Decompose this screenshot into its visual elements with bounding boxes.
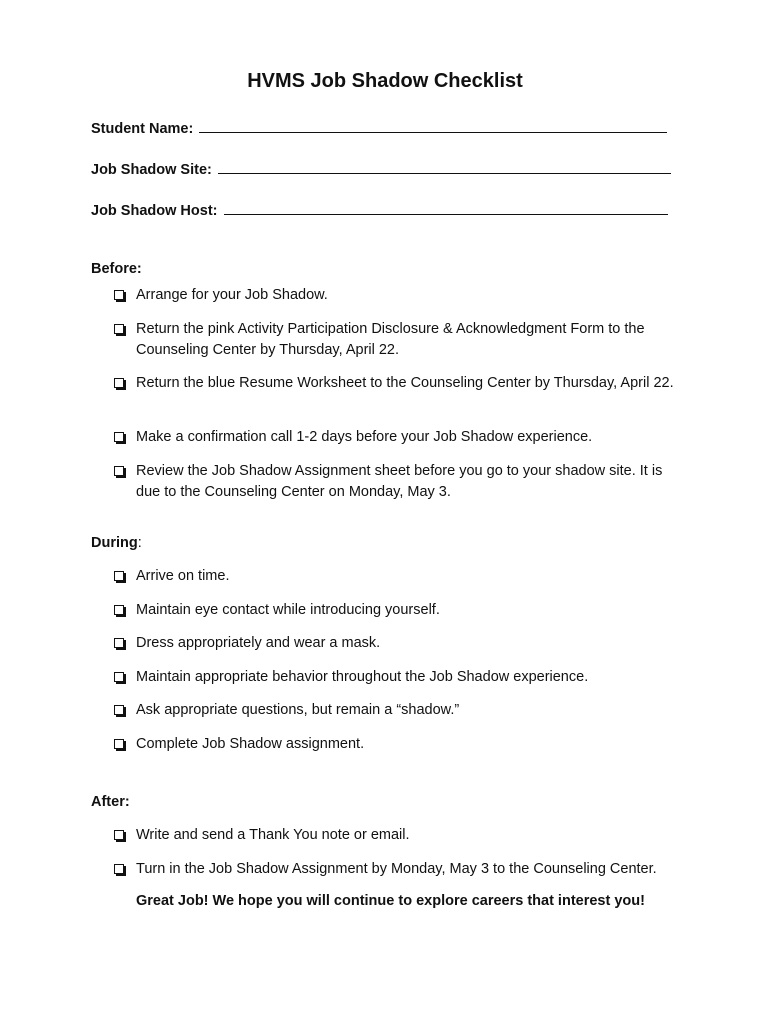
checkbox-icon[interactable] bbox=[114, 605, 124, 615]
checklist-item-text: Ask appropriate questions, but remain a “shadow.” bbox=[136, 702, 460, 718]
checkbox-icon[interactable] bbox=[114, 672, 124, 682]
during-heading bbox=[91, 535, 142, 551]
checkbox-icon[interactable] bbox=[114, 864, 124, 874]
student-name-label: Student Name: bbox=[91, 121, 194, 137]
job-shadow-host-field[interactable] bbox=[91, 199, 668, 219]
checkbox-icon[interactable] bbox=[114, 705, 124, 715]
job-shadow-site-label: Job Shadow Site: bbox=[91, 162, 212, 178]
job-shadow-site-line[interactable] bbox=[218, 158, 671, 174]
checkbox-icon[interactable] bbox=[114, 324, 124, 334]
during-heading-text: During bbox=[91, 535, 138, 551]
student-name-field[interactable] bbox=[91, 117, 667, 137]
checklist-item-text: Return the blue Resume Worksheet to the Counseling Center by Thursday, April 22. bbox=[136, 375, 674, 391]
checkbox-icon[interactable] bbox=[114, 830, 124, 840]
checkbox-icon[interactable] bbox=[114, 466, 124, 476]
checklist-item-text: Make a confirmation call 1-2 days before your Job Shadow experience. bbox=[136, 429, 593, 445]
checklist-item-text: Write and send a Thank You note or email. bbox=[136, 827, 410, 843]
checklist-item-text: Arrive on time. bbox=[136, 568, 230, 584]
checkbox-icon[interactable] bbox=[114, 571, 124, 581]
checklist-item-text: Complete Job Shadow assignment. bbox=[136, 736, 365, 752]
job-shadow-host-line[interactable] bbox=[224, 199, 668, 215]
before-heading: Before: bbox=[91, 261, 142, 277]
checkbox-icon[interactable] bbox=[114, 432, 124, 442]
checkbox-icon[interactable] bbox=[114, 739, 124, 749]
checklist-item-text: Dress appropriately and wear a mask. bbox=[136, 635, 381, 651]
checklist-item-text: Arrange for your Job Shadow. bbox=[136, 287, 328, 303]
student-name-line[interactable] bbox=[199, 117, 667, 133]
page-title: HVMS Job Shadow Checklist bbox=[247, 70, 523, 92]
checklist-item-text: Review the Job Shadow Assignment sheet before you go to your shadow site. It is due to the Counseling Center on Monday, May 3. bbox=[136, 463, 663, 500]
checklist-item-text: Return the pink Activity Participation Disclosure & Acknowledgment Form to the Counseling Center by Thursday, April 22. bbox=[136, 321, 645, 358]
after-heading: After: bbox=[91, 794, 130, 810]
job-shadow-host-label: Job Shadow Host: bbox=[91, 203, 218, 219]
checkbox-icon[interactable] bbox=[114, 638, 124, 648]
checkbox-icon[interactable] bbox=[114, 290, 124, 300]
checklist-item-text: Maintain eye contact while introducing yourself. bbox=[136, 602, 440, 618]
checklist-item-text: Maintain appropriate behavior throughout the Job Shadow experience. bbox=[136, 669, 589, 685]
checkbox-icon[interactable] bbox=[114, 378, 124, 388]
closing-message: Great Job! We hope you will continue to explore careers that interest you! bbox=[136, 893, 645, 909]
checklist-item-text: Turn in the Job Shadow Assignment by Monday, May 3 to the Counseling Center. bbox=[136, 861, 657, 877]
during-heading-colon: : bbox=[137, 535, 142, 551]
job-shadow-site-field[interactable] bbox=[91, 158, 671, 178]
